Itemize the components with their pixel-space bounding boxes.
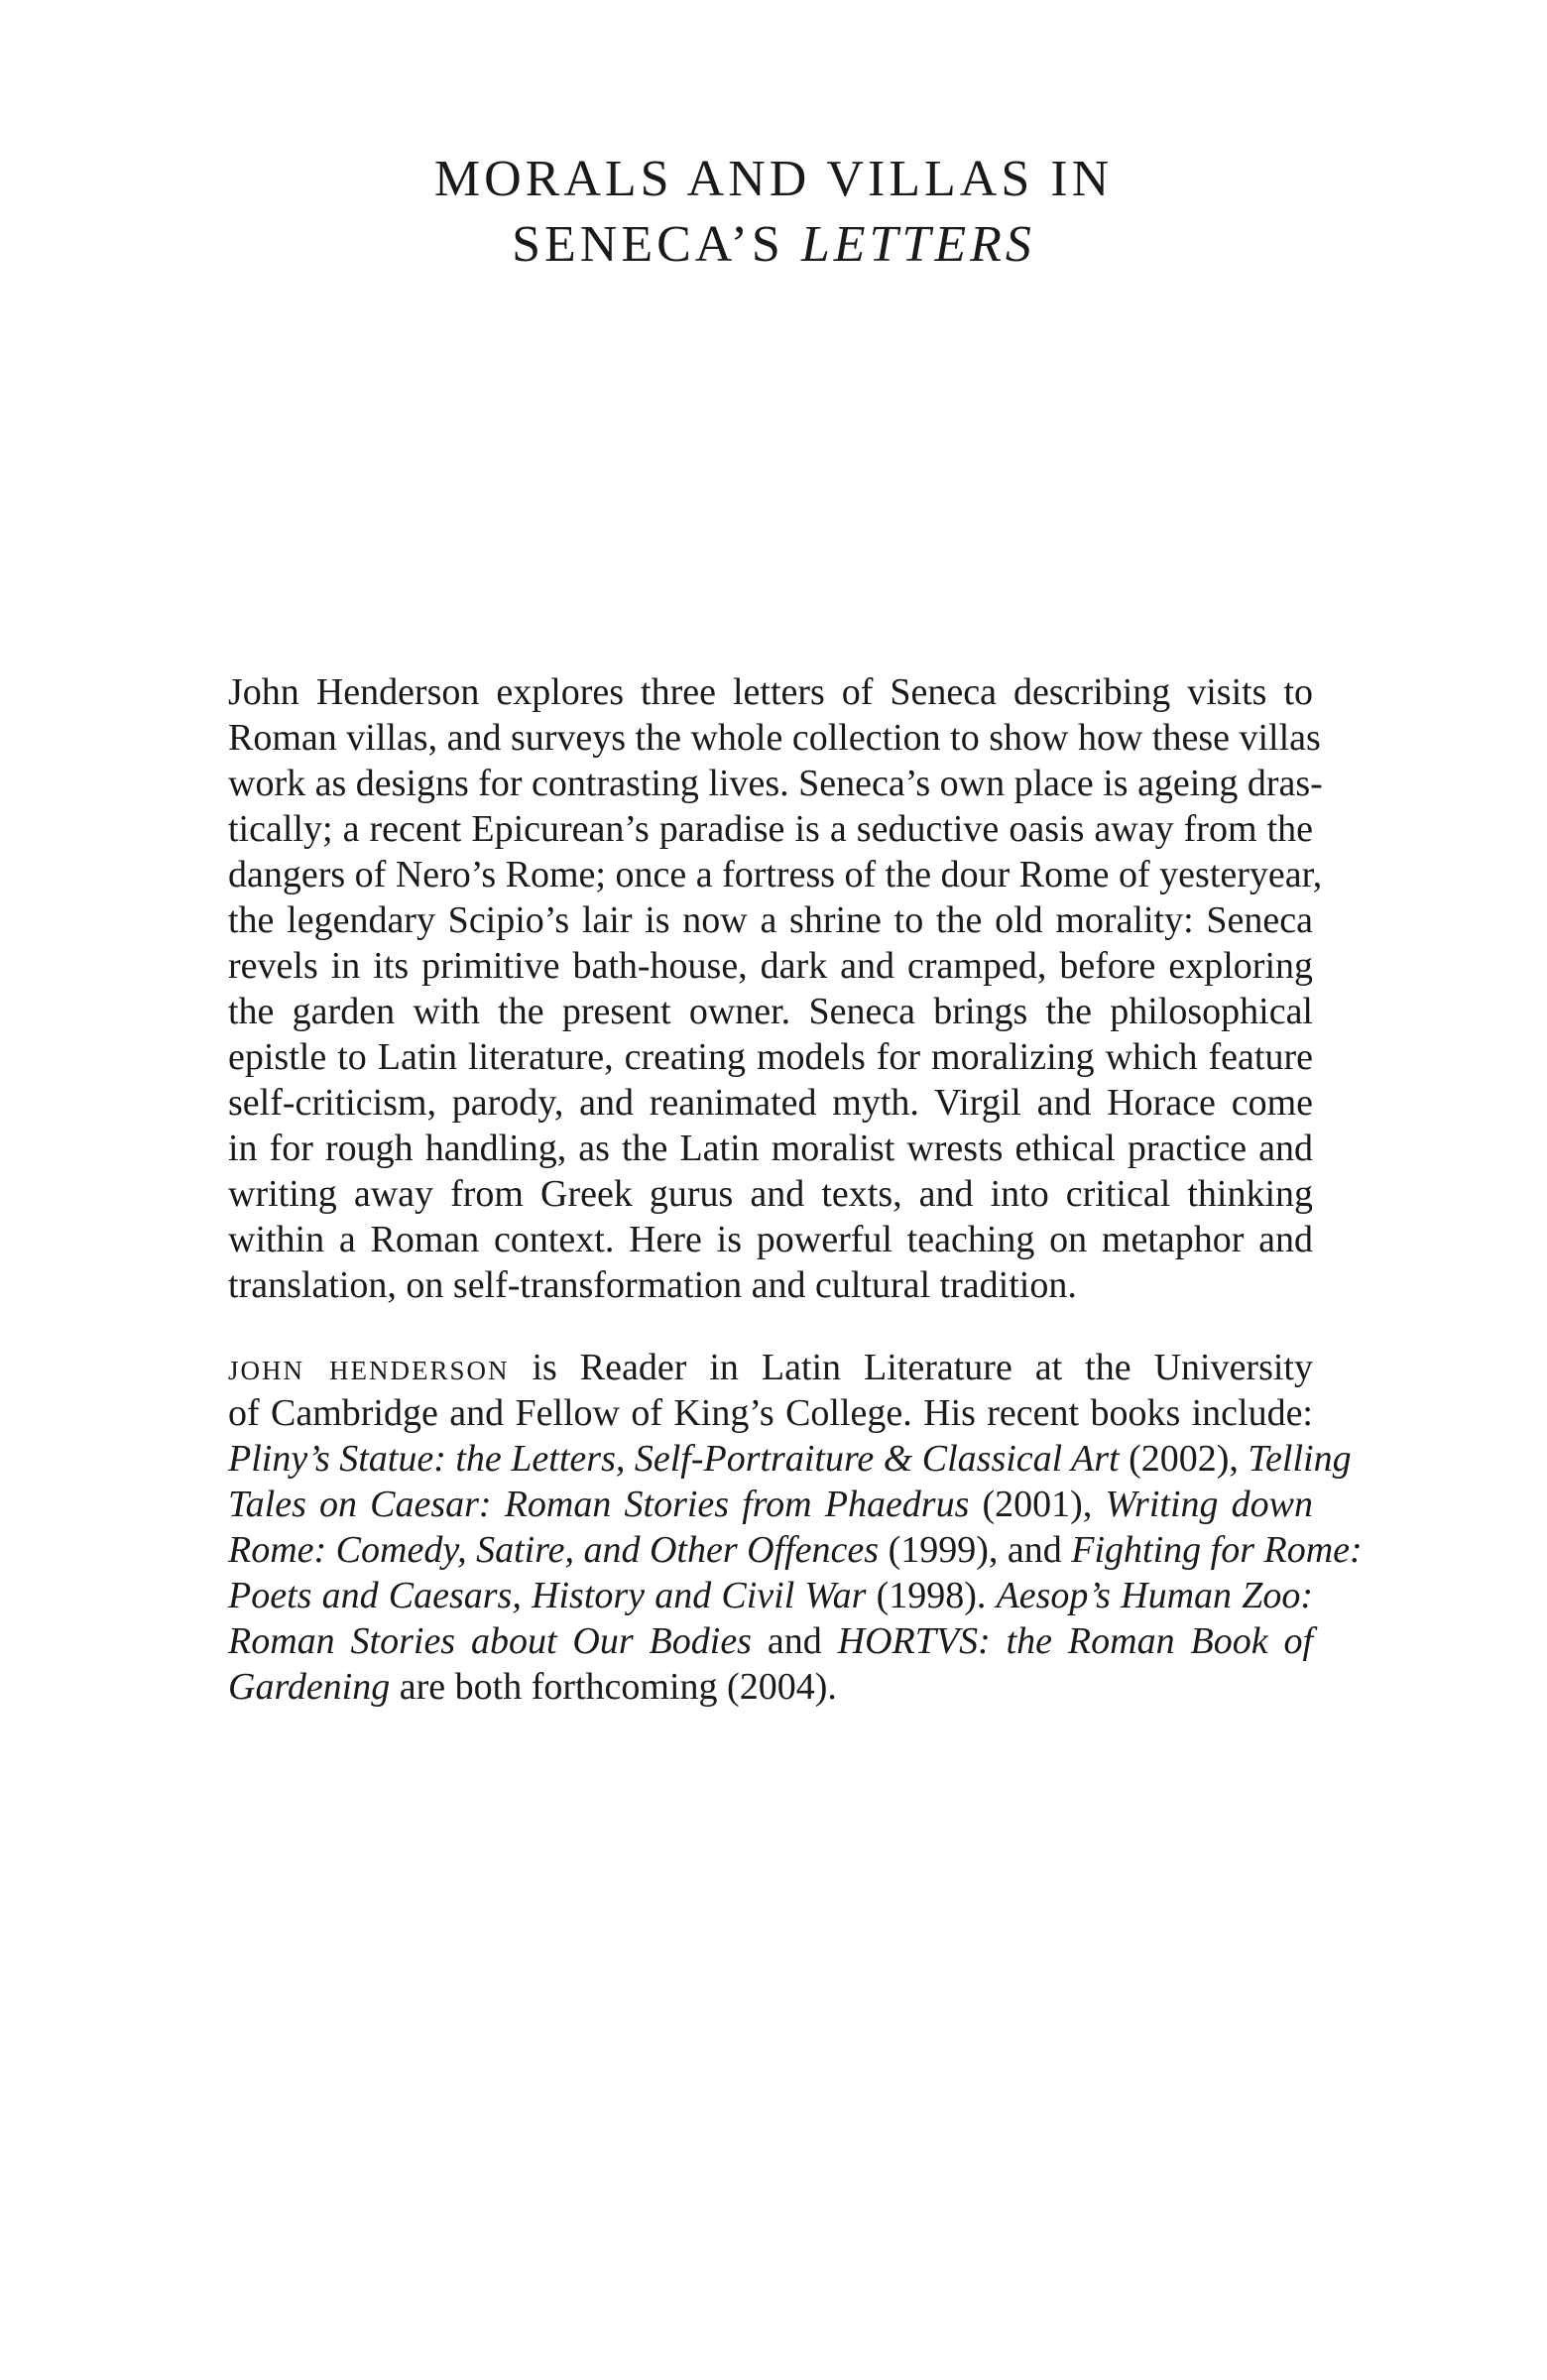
bio-text: are both forthcoming (2004). <box>390 1666 837 1708</box>
bio-text: (1999), and <box>879 1529 1072 1571</box>
bio-line-1-rest: is Reader in Latin Literature at the University <box>509 1347 1313 1388</box>
abstract-line: dangers of Nero’s Rome; once a fortress of the dour Rome of yesteryear, <box>228 854 1323 895</box>
bio-line-4 <box>228 1482 1313 1527</box>
abstract-line: work as designs for contrasting lives. Seneca’s own place is ageing dras- <box>228 763 1323 804</box>
book-title: Tales on Caesar: Roman Stories from Phaedrus <box>228 1484 970 1525</box>
bio-line-5 <box>228 1527 1363 1573</box>
abstract-line: John Henderson explores three letters of Seneca describing visits to <box>228 671 1313 713</box>
book-title: Pliny’s Statue: the Letters, Self-Portraiture & Classical Art <box>228 1438 1120 1480</box>
bio-text: (2001), <box>969 1484 1106 1525</box>
bio-line-8 <box>228 1664 1313 1710</box>
abstract-line: tically; a recent Epicurean’s paradise is a seductive oasis away from the <box>228 808 1313 850</box>
abstract-line: the garden with the present owner. Seneca brings the philosophical <box>228 991 1313 1032</box>
title-line-2-italic: LETTERS <box>800 216 1035 273</box>
book-title: Aesop’s Human Zoo: <box>996 1575 1313 1616</box>
abstract-paragraph <box>228 669 1323 1308</box>
book-title: Fighting for Rome: <box>1071 1529 1363 1571</box>
book-title: Rome: Comedy, Satire, and Other Offences <box>228 1529 880 1571</box>
author-name: john henderson <box>228 1347 510 1388</box>
abstract-line: translation, on self-transformation and cultural tradition. <box>228 1264 1077 1306</box>
title-line-2-prefix: SENECA’S <box>512 216 801 273</box>
bio-line-1 <box>228 1345 1313 1390</box>
book-title: Roman Stories about Our Bodies <box>228 1620 752 1662</box>
bio-line-6 <box>228 1573 1313 1618</box>
page-title <box>228 147 1319 278</box>
bio-line-3 <box>228 1436 1352 1482</box>
abstract-line: writing away from Greek gurus and texts, and into critical thinking <box>228 1173 1313 1215</box>
bio-text: (1998). <box>866 1575 997 1616</box>
abstract-line: within a Roman context. Here is powerful teaching on metaphor and <box>228 1219 1313 1260</box>
abstract-line: self-criticism, parody, and reanimated myth. Virgil and Horace come <box>228 1082 1313 1124</box>
title-line-2 <box>228 212 1319 278</box>
bio-line-2: of Cambridge and Fellow of King’s College. His recent books include: <box>228 1392 1313 1434</box>
title-line-1: MORALS AND VILLAS IN <box>433 151 1114 207</box>
abstract-line: in for rough handling, as the Latin moralist wrests ethical practice and <box>228 1128 1313 1169</box>
book-title: Poets and Caesars, History and Civil War <box>228 1575 867 1616</box>
book-title: Writing down <box>1105 1484 1313 1525</box>
author-bio-paragraph <box>228 1345 1363 1710</box>
abstract-line: Roman villas, and surveys the whole collection to show how these villas <box>228 717 1321 759</box>
book-title: HORTVS: the Roman Book of <box>837 1620 1314 1662</box>
bio-text: and <box>751 1620 838 1662</box>
book-title: Gardening <box>228 1666 391 1708</box>
book-title: Telling <box>1248 1438 1352 1480</box>
abstract-line: epistle to Latin literature, creating models for moralizing which feature <box>228 1036 1313 1078</box>
bio-text: (2002), <box>1119 1438 1249 1480</box>
bio-line-7 <box>228 1618 1313 1664</box>
abstract-line: the legendary Scipio’s lair is now a shrine to the old morality: Seneca <box>228 899 1313 941</box>
abstract-line: revels in its primitive bath-house, dark and cramped, before exploring <box>228 945 1313 987</box>
